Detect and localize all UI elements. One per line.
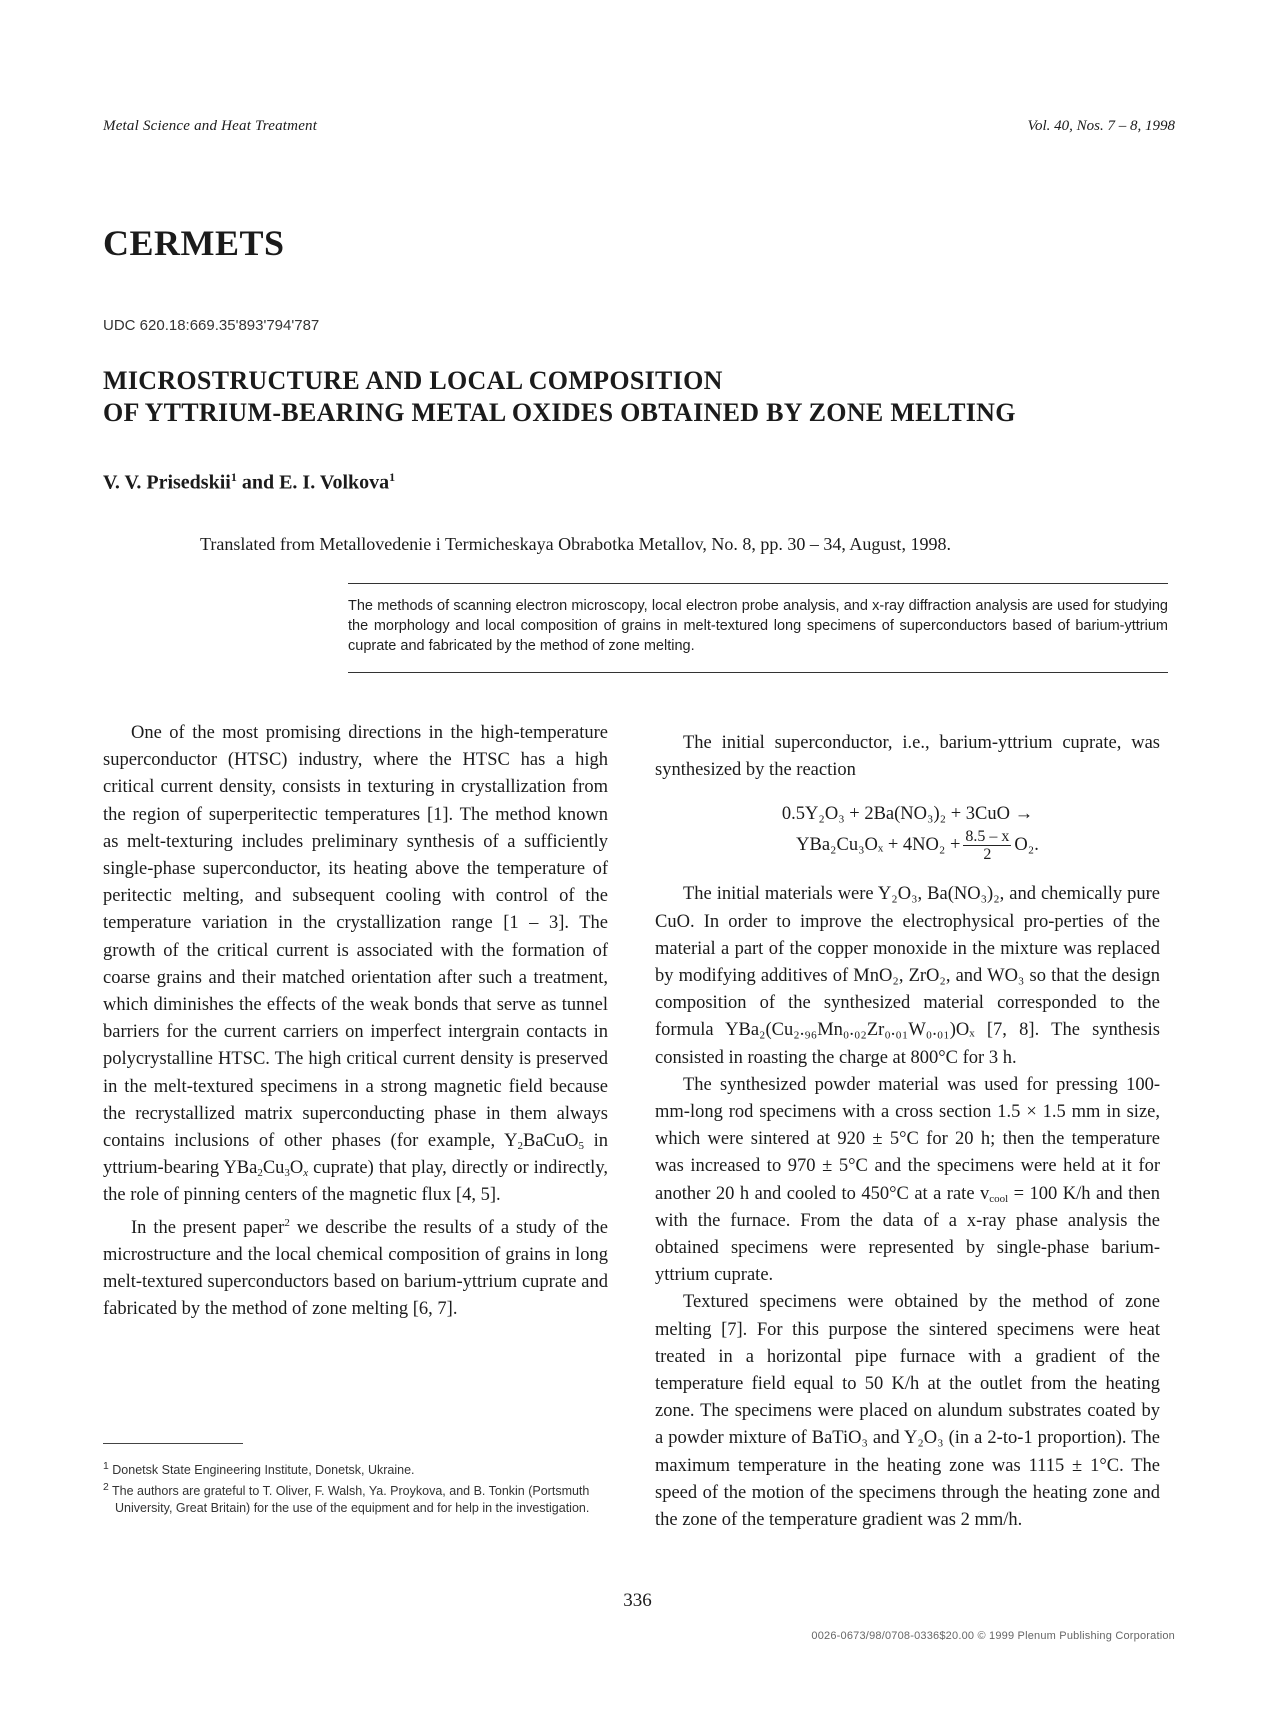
paragraph-synthesis: The initial superconductor, i.e., barium-yttrium cuprate, was synthesized by the reaction	[655, 733, 1160, 781]
left-column	[103, 720, 608, 1324]
footnotes	[103, 1458, 608, 1517]
author-1-affiliation: 1	[230, 470, 237, 484]
section-heading: CERMETS	[103, 223, 285, 263]
article-title	[103, 365, 1016, 429]
title-line-1: MICROSTRUCTURE AND LOCAL COMPOSITION	[103, 366, 723, 395]
paragraph-powder: The synthesized powder material was used for pressing 100-mm-long rod specimens with a cross section 1.5 × 1.5 mm in size, which were sintered at 920 ± 5°C for 20 h; then the temperature was increased to 970 ± 5°C and the specimens were held at it for another 20 h and cooled to 450°C at a rate $v_{cool} = 100$ K/h and then with the furnace. From the data of a x-ray phase analysis the obtained specimens were represented by single-phase barium-yttrium cuprate.	[655, 1074, 1160, 1286]
title-line-2: OF YTTRIUM-BEARING METAL OXIDES OBTAINED BY ZONE MELTING	[103, 398, 1016, 427]
paragraph-zone-melting: Textured specimens were obtained by the method of zone melting [7]. For this purpose the sintered specimens were heat treated in a horizontal pipe furnace with a gradient of the temperature field equal to 50 K/h at the outlet from the heating zone. The specimens were placed on alundum substrates coated by a powder mixture of BaTiO₃ and Y₂O₃ (in a 2-to-1 proportion). The maximum temperature in the heating zone was 1115 ± 1°C. The speed of the motion of the specimens through the heating zone and the zone of the temperature gradient was 2 mm/h.	[655, 1292, 1160, 1531]
abstract-top-rule	[348, 583, 1168, 584]
authors-conjunction: and	[241, 471, 275, 494]
reaction-equation	[655, 800, 1160, 863]
authors	[103, 470, 395, 495]
footnote-ref-2: 2	[284, 1216, 290, 1229]
footnote-rule	[103, 1443, 243, 1444]
abstract: The methods of scanning electron microscopy, local electron probe analysis, and x-ray diffraction analysis are used for studying the morphology and local composition of grains in melt-textured long specimens of superconductors based of barium-yttrium cuprate and fabricated by the method of zone melting.	[348, 598, 1168, 654]
page-number: 336	[623, 1590, 652, 1611]
translation-note: Translated from Metallovedenie i Termicheskaya Obrabotka Metallov, No. 8, pp. 30 – 34, August, 1998.	[200, 534, 951, 554]
abstract-bottom-rule	[348, 672, 1168, 673]
running-header-journal: Metal Science and Heat Treatment	[103, 118, 318, 134]
footnote-1: $^1$ Donetsk State Engineering Institute, Donetsk, Ukraine.	[103, 1461, 415, 1478]
copyright-line: 0026-0673/98/0708-0336$20.00 © 1999 Plenum Publishing Corporation	[811, 1630, 1175, 1642]
paragraph-initial-materials: The initial materials were Y₂O₃, Ba(NO₃)₂, and chemically pure CuO. In order to improve the electrophysical pro-perties of the material a part of the copper monoxide in the mixture was replaced by modifying additives of MnO₂, ZrO₂, and WO₃ so that the design composition of the synthesized material corresponded to the formula YBa₂(Cu₂.₉₆Mn₀.₀₂Zr₀.₀₁W₀.₀₁)Oₓ [7, 8]. The synthesis consisted in roasting the charge at 800°C for 3 h.	[655, 884, 1160, 1068]
equation-line-1: 0.5Y₂O₃ + 2Ba(NO₃)₂ + 3CuO →	[781, 804, 1034, 825]
running-header-volume: Vol. 40, Nos. 7 – 8, 1998	[1027, 118, 1175, 134]
equation-fraction: $\frac{8.5 - x}{2}$	[965, 828, 1010, 864]
author-2: E. I. Volkova	[279, 471, 390, 494]
udc-code: UDC 620.18:669.35'893'794'787	[103, 317, 320, 334]
footnote-2: $^2$ The authors are grateful to T. Oliver, F. Walsh, Ya. Proykova, and B. Tonkin (Portsmuth University, Great Britain) for the use of the equipment and for help in the investigation.	[103, 1482, 590, 1516]
author-2-affiliation: 1	[389, 470, 396, 484]
right-column	[655, 730, 1160, 1534]
equation-line-2: YBa₂Cu₃Oₓ + 4NO₂ + $\frac{8.5 - x}{2}$ O₂.	[796, 828, 1039, 864]
paragraph-intro: One of the most promising directions in the high-temperature superconductor (HTSC) industry, where the HTSC has a high critical current density, consists in texturing in crystallization from the region of superperitectic temperatures [1]. The method known as melt-texturing includes preliminary synthesis of a sufficiently single-phase superconductor, its heating above the temperature of peritectic melting, and subsequent cooling with control of the temperature variation in the crystallization range [1 – 3]. The growth of the critical current is associated with the formation of coarse grains and their matched orientation after such a treatment, which diminishes the effects of the weak bonds that serve as tunnel barriers for the current carriers on imperfect intergrain contacts in polycrystalline HTSC. The high critical current density is preserved in the melt-textured specimens in a strong magnetic field because the recrystallized matrix superconducting phase in them always contains inclusions of other phases (for example, $Y_2BaCuO_5$ in yttrium-bearing $YBa_2Cu_3O_x$ cuprate) that play, directly or indirectly, the role of pinning centers of the magnetic flux [4, 5].	[103, 723, 609, 1206]
author-1: V. V. Prisedskii	[103, 471, 231, 494]
paragraph-present-paper: In the present paper$^2$ we describe the results of a study of the microstructure and the local chemical composition of grains in long melt-textured superconductors based on barium-yttrium cuprate and fabricated by the method of zone melting [6, 7].	[103, 1216, 608, 1320]
